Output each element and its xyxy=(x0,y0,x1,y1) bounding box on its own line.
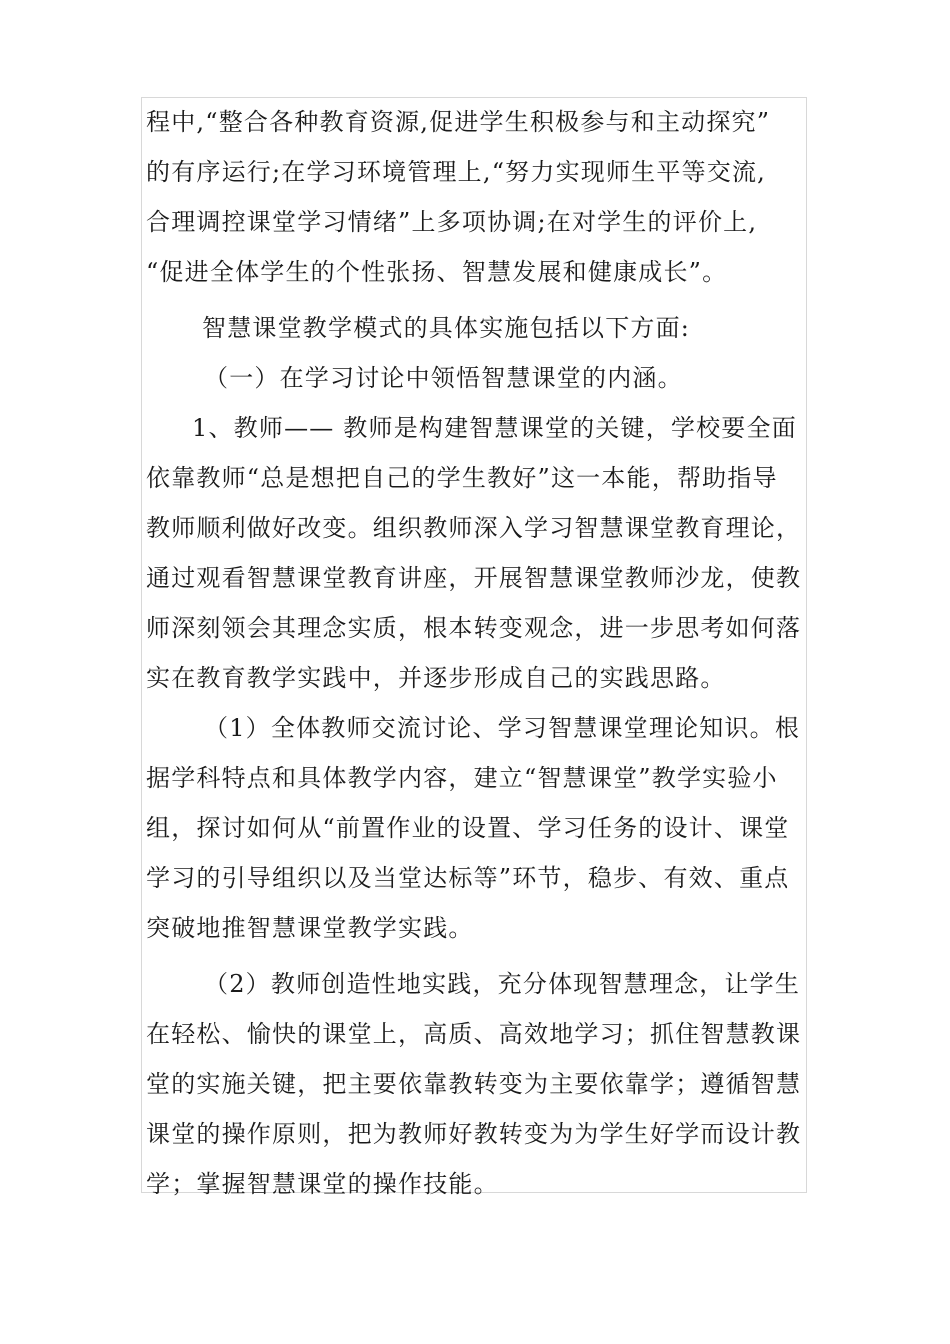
text-line: 学习的引导组织以及当堂达标等”环节，稳步、有效、重点 xyxy=(146,864,790,892)
text-line: 依靠教师“总是想把自己的学生教好”这一本能，帮助指导 xyxy=(146,464,778,492)
text-line: （2）教师创造性地实践，充分体现智慧理念，让学生 xyxy=(204,970,801,998)
text-line: 在轻松、愉快的课堂上，高质、高效地学习；抓住智慧教课 xyxy=(146,1020,802,1048)
document-body xyxy=(146,97,806,1209)
text-line: 堂的实施关键，把主要依靠教转变为主要依靠学；遵循智慧 xyxy=(146,1070,802,1098)
text-line: 1、教师—— 教师是构建智慧课堂的关键，学校要全面 xyxy=(192,414,797,442)
text-line: 实在教育教学实践中，并逐步形成自己的实践思路。 xyxy=(146,664,726,692)
paragraph-teachers xyxy=(146,403,806,703)
paragraph-implementation-intro xyxy=(146,303,806,353)
text-line: 师深刻领会其理念实质，根本转变观念，进一步思考如何落 xyxy=(146,614,802,642)
text-line: “促进全体学生的个性张扬、智慧发展和健康成长”。 xyxy=(146,258,728,286)
text-line: （一）在学习讨论中领悟智慧课堂的内涵。 xyxy=(204,364,683,392)
text-line: 智慧课堂教学模式的具体实施包括以下方面: xyxy=(202,314,691,342)
paragraph-item-1 xyxy=(146,703,806,953)
text-line: 的有序运行;在学习环境管理上,“努力实现师生平等交流, xyxy=(146,158,767,186)
text-line: 据学科特点和具体教学内容，建立“智慧课堂”教学实验小 xyxy=(146,764,778,792)
text-line: 合理调控课堂学习情绪”上多项协调;在对学生的评价上, xyxy=(146,208,758,236)
text-line: 学；掌握智慧课堂的操作技能。 xyxy=(146,1170,499,1198)
text-line: （1）全体教师交流讨论、学习智慧课堂理论知识。根 xyxy=(204,714,801,742)
text-line: 程中,“整合各种教育资源,促进学生积极参与和主动探究” xyxy=(146,108,771,136)
text-line: 组，探讨如何从“前置作业的设置、学习任务的设计、课堂 xyxy=(146,814,790,842)
text-line: 教师顺利做好改变。组织教师深入学习智慧课堂教育理论， xyxy=(146,514,802,542)
section-heading-one xyxy=(146,353,806,403)
text-line: 课堂的操作原则，把为教师好教转变为为学生好学而设计教 xyxy=(146,1120,802,1148)
paragraph-goals xyxy=(146,97,806,297)
paragraph-item-2 xyxy=(146,959,806,1209)
text-line: 通过观看智慧课堂教育讲座，开展智慧课堂教师沙龙，使教 xyxy=(146,564,802,592)
text-line: 突破地推智慧课堂教学实践。 xyxy=(146,914,474,942)
